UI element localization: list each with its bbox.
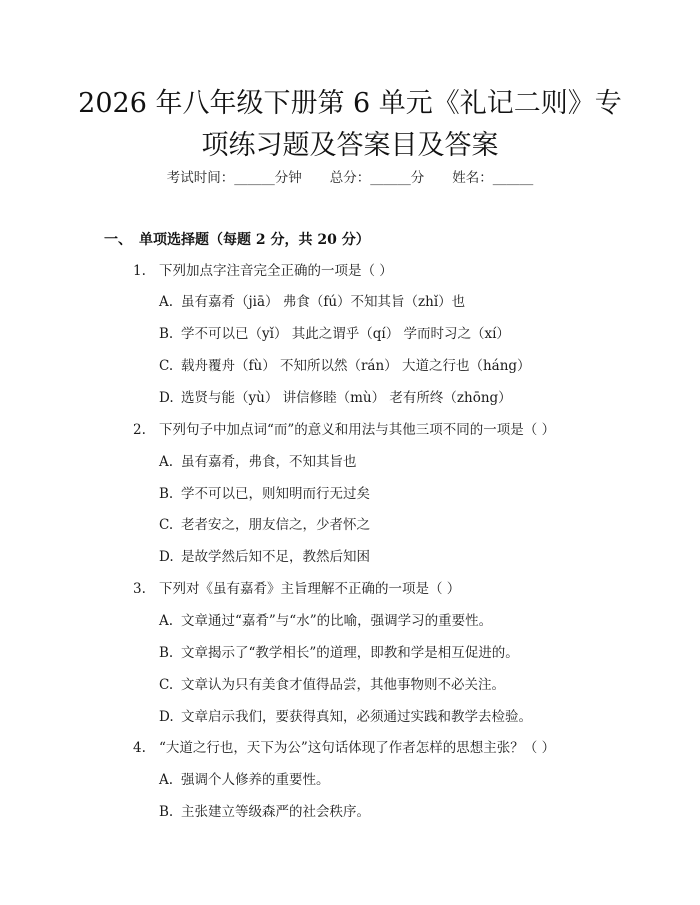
- option-text: 选贤与能（yù） 讲信修睦（mù） 老有所终（zhōng）: [181, 390, 512, 406]
- option-text: 主张建立等级森严的社会秩序。: [181, 804, 370, 820]
- section-title: 单项选择题（每题 2 分，共 20 分）: [139, 232, 370, 248]
- option-text: 学不可以已，则知明而行无过矣: [181, 486, 370, 502]
- option-letter: B.: [159, 804, 174, 820]
- question-number: 1.: [133, 263, 146, 279]
- question-number: 2.: [133, 422, 146, 438]
- student-name-label: 姓名：______: [452, 170, 534, 186]
- option-letter: D.: [159, 709, 174, 725]
- option-letter: C.: [159, 677, 174, 693]
- question-number: 4.: [133, 740, 146, 756]
- option-letter: C.: [159, 358, 174, 374]
- option-text: 学不可以已（yǐ） 其此之谓乎（qí） 学而时习之（xí）: [181, 326, 510, 342]
- question-number: 3.: [133, 581, 146, 597]
- section-number: 一、: [104, 232, 132, 248]
- option-text: 文章揭示了“教学相长”的道理，即教和学是相互促进的。: [181, 645, 519, 661]
- option-text: 文章启示我们，要获得真知，必须通过实践和教学去检验。: [181, 709, 532, 725]
- option-letter: D.: [159, 549, 174, 565]
- question-text: “大道之行也，天下为公”这句话体现了作者怎样的思想主张？（ ）: [159, 740, 556, 756]
- exam-info: [0, 168, 700, 188]
- exam-time-label: 考试时间：______分钟: [166, 170, 302, 186]
- option-letter: B.: [159, 645, 174, 661]
- option-letter: B.: [159, 326, 174, 342]
- option-letter: C.: [159, 517, 174, 533]
- document-title-line-1: 2026 年八年级下册第 6 单元《礼记二则》专: [78, 88, 622, 119]
- section-heading: [104, 230, 370, 250]
- option-text: 文章认为只有美食才值得品尝，其他事物则不必关注。: [181, 677, 505, 693]
- option-text: 老者安之，朋友信之，少者怀之: [181, 517, 370, 533]
- option-letter: A.: [159, 294, 174, 310]
- option-letter: A.: [159, 454, 174, 470]
- question-text: 下列加点字注音完全正确的一项是（ ）: [159, 263, 393, 279]
- total-score-label: 总分：______分: [329, 170, 425, 186]
- option-text: 文章通过“嘉肴”与“水”的比喻，强调学习的重要性。: [181, 613, 493, 629]
- option-text: 强调个人修养的重要性。: [181, 772, 330, 788]
- option-letter: A.: [159, 772, 174, 788]
- question-text: 下列对《虽有嘉肴》主旨理解不正确的一项是（ ）: [159, 581, 461, 597]
- option-text: 虽有嘉肴（jiā） 弗食（fú）不知其旨（zhǐ）也: [181, 294, 466, 310]
- option-letter: A.: [159, 613, 174, 629]
- option-text: 载舟覆舟（fù） 不知所以然（rán） 大道之行也（háng）: [181, 358, 531, 374]
- question-text: 下列句子中加点词“而”的意义和用法与其他三项不同的一项是（ ）: [159, 422, 556, 438]
- option-letter: B.: [159, 486, 174, 502]
- option-letter: D.: [159, 390, 174, 406]
- option-text: 虽有嘉肴，弗食，不知其旨也: [181, 454, 357, 470]
- document-title-line-2: 项练习题及答案目及答案: [201, 130, 499, 161]
- option-text: 是故学然后知不足，教然后知困: [181, 549, 370, 565]
